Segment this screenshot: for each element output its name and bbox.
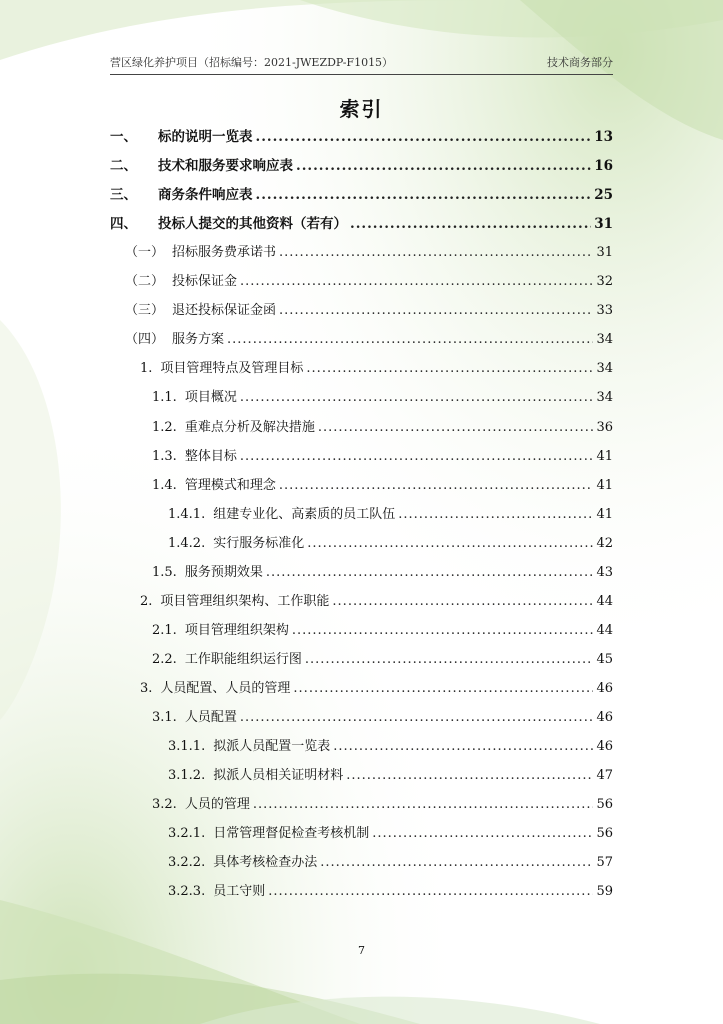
toc-entry[interactable] bbox=[110, 154, 613, 178]
toc-entry-label: 招标服务费承诺书 bbox=[172, 245, 277, 261]
toc-entry-label: 实行服务标准化 bbox=[213, 535, 305, 551]
toc-entry[interactable] bbox=[125, 299, 613, 323]
toc-entry[interactable] bbox=[125, 270, 613, 294]
toc-entry-label: 项目管理组织架构、工作职能 bbox=[160, 593, 330, 609]
toc-entry-number: 1.4.1. bbox=[168, 506, 206, 522]
toc-entry-label: 人员配置、人员的管理 bbox=[160, 680, 291, 696]
toc-entry-number: 2.1. bbox=[152, 622, 177, 638]
toc-entry-label: 服务预期效果 bbox=[184, 564, 263, 580]
toc-entry-number: 2. bbox=[140, 593, 153, 609]
toc-entry-page: 45 bbox=[596, 651, 613, 667]
page-title: 索引 bbox=[339, 97, 384, 121]
toc-entry-label: 整体目标 bbox=[184, 448, 237, 464]
toc-entry-number: 1.3. bbox=[152, 448, 177, 464]
toc-leader-dots bbox=[332, 594, 593, 609]
toc-entry-page: 46 bbox=[596, 710, 613, 725]
toc-leader-dots bbox=[240, 390, 594, 405]
toc-leader-dots bbox=[333, 739, 593, 754]
toc-entry[interactable] bbox=[152, 706, 613, 730]
toc-entry-label: 重难点分析及解决措施 bbox=[184, 419, 315, 435]
toc-entry[interactable] bbox=[140, 357, 613, 381]
toc-entry-number: 3.1. bbox=[152, 710, 177, 725]
toc-leader-dots bbox=[256, 129, 592, 145]
toc-leader-dots bbox=[350, 216, 591, 232]
toc-leader-dots bbox=[227, 332, 593, 347]
toc-entry-number: 1.4.2. bbox=[168, 535, 206, 551]
toc-leader-dots bbox=[318, 420, 594, 435]
toc-entry-label: 技术和服务要求响应表 bbox=[158, 158, 293, 175]
toc-entry-label: 管理模式和理念 bbox=[184, 477, 276, 493]
toc-entry-page: 41 bbox=[596, 506, 613, 522]
toc-entry-number: 3. bbox=[140, 680, 153, 696]
toc-entry[interactable] bbox=[168, 735, 613, 759]
toc-entry-page: 46 bbox=[596, 739, 613, 755]
toc-entry-label: 商务条件响应表 bbox=[158, 187, 253, 204]
toc-entry-page: 16 bbox=[594, 158, 613, 175]
toc-leader-dots bbox=[266, 565, 594, 580]
toc-leader-dots bbox=[279, 303, 593, 318]
toc-leader-dots bbox=[279, 245, 593, 260]
toc-entry-page: 44 bbox=[596, 593, 613, 609]
toc-leader-dots bbox=[240, 274, 593, 289]
toc-entry-page: 43 bbox=[596, 564, 613, 580]
toc-entry-number: 三、 bbox=[110, 187, 137, 204]
toc-entry-label: 工作职能组织运行图 bbox=[184, 651, 302, 667]
toc-entry-number: 1. bbox=[140, 361, 153, 377]
toc-entry-label: 组建专业化、高素质的员工队伍 bbox=[213, 506, 396, 522]
header-project-title: 营区绿化养护项目（招标编号：2021-JWEZDP-F1015） bbox=[110, 56, 394, 69]
toc-entry-number: 一、 bbox=[110, 129, 137, 145]
toc-entry[interactable] bbox=[152, 793, 613, 817]
toc-leader-dots bbox=[296, 158, 591, 174]
toc-entry-page: 33 bbox=[596, 303, 613, 319]
toc-entry-label: 退还投标保证金函 bbox=[172, 303, 277, 319]
toc-leader-dots bbox=[293, 681, 593, 696]
toc-leader-dots bbox=[305, 652, 594, 667]
toc-leader-dots bbox=[307, 536, 593, 551]
toc-entry-number: 1.4. bbox=[152, 477, 177, 493]
toc-entry-page: 42 bbox=[596, 535, 613, 551]
toc-entry-page: 41 bbox=[596, 448, 613, 464]
toc-entry-label: 投标人提交的其他资料（若有） bbox=[158, 216, 347, 233]
toc-leader-dots bbox=[320, 855, 593, 870]
toc-entry-page: 44 bbox=[596, 622, 613, 638]
toc-entry-label: 标的说明一览表 bbox=[158, 129, 253, 145]
toc-entry[interactable] bbox=[168, 851, 613, 875]
toc-entry-page: 13 bbox=[594, 129, 613, 145]
toc-entry-number: 1.5. bbox=[152, 564, 177, 580]
toc-entry[interactable] bbox=[110, 125, 613, 149]
toc-leader-dots bbox=[346, 768, 593, 783]
toc-entry-number: （二） bbox=[125, 274, 165, 290]
toc-entry-label: 服务方案 bbox=[172, 332, 225, 348]
toc-entry-label: 人员的管理 bbox=[184, 797, 250, 813]
toc-leader-dots bbox=[279, 478, 594, 493]
toc-entry-page: 34 bbox=[596, 332, 613, 348]
toc-entry[interactable] bbox=[140, 677, 613, 701]
toc-entry[interactable] bbox=[152, 416, 613, 440]
toc-entry-page: 47 bbox=[596, 768, 613, 784]
toc-entry[interactable] bbox=[152, 648, 613, 672]
toc-entry-number: 3.2. bbox=[152, 797, 177, 813]
toc-entry-number: （一） bbox=[125, 245, 165, 261]
page-number: 7 bbox=[358, 944, 365, 957]
toc-entry-number: 四、 bbox=[110, 216, 137, 233]
toc-entry-number: 3.1.1. bbox=[168, 739, 206, 755]
toc-entry[interactable] bbox=[152, 561, 613, 585]
toc-entry[interactable] bbox=[152, 445, 613, 469]
toc-entry[interactable] bbox=[168, 532, 613, 556]
toc-entry[interactable] bbox=[140, 590, 613, 614]
toc-entry-label: 投标保证金 bbox=[172, 274, 238, 290]
toc-entry-number: 3.2.1. bbox=[168, 826, 206, 842]
toc-entry-page: 59 bbox=[596, 884, 613, 900]
toc-entry-label: 员工守则 bbox=[213, 884, 266, 900]
header-section-label: 技术商务部分 bbox=[547, 56, 613, 69]
toc-entry-page: 31 bbox=[594, 216, 613, 233]
toc-entry-number: 1.2. bbox=[152, 419, 177, 435]
toc-entry-page: 56 bbox=[596, 826, 613, 842]
toc-entry-page: 25 bbox=[594, 187, 613, 204]
toc-entry-page: 41 bbox=[596, 477, 613, 493]
toc-leader-dots bbox=[253, 797, 594, 812]
toc-entry-page: 31 bbox=[596, 245, 613, 261]
toc-entry-label: 具体考核检查办法 bbox=[213, 855, 318, 871]
toc-entry-page: 34 bbox=[596, 361, 613, 377]
toc-entry-number: （四） bbox=[125, 332, 165, 348]
toc-entry-number: 3.2.3. bbox=[168, 884, 206, 900]
toc-entry-page: 46 bbox=[596, 680, 613, 696]
toc-entry-label: 人员配置 bbox=[184, 710, 237, 725]
toc-entry-label: 项目管理组织架构 bbox=[184, 622, 289, 638]
toc-leader-dots bbox=[292, 623, 594, 638]
toc-entry[interactable] bbox=[168, 822, 613, 846]
toc-entry[interactable] bbox=[110, 183, 613, 207]
toc-entry-number: 1.1. bbox=[152, 390, 177, 406]
toc-entry[interactable] bbox=[152, 474, 613, 498]
toc-entry-number: 3.2.2. bbox=[168, 855, 206, 871]
toc-entry[interactable] bbox=[152, 386, 613, 410]
toc-entry-page: 56 bbox=[596, 797, 613, 813]
toc-entry[interactable] bbox=[168, 880, 613, 904]
toc-leader-dots bbox=[240, 449, 594, 464]
toc-entry-label: 项目管理特点及管理目标 bbox=[160, 361, 304, 377]
toc-entry[interactable] bbox=[110, 212, 613, 236]
toc-entry-label: 拟派人员相关证明材料 bbox=[213, 768, 344, 784]
toc-entry[interactable] bbox=[125, 328, 613, 352]
toc-entry-page: 34 bbox=[596, 390, 613, 406]
toc-leader-dots bbox=[268, 884, 593, 899]
toc-leader-dots bbox=[256, 187, 592, 203]
toc-entry-page: 32 bbox=[596, 274, 613, 290]
toc-entry-number: 二、 bbox=[110, 158, 137, 175]
toc-entry-number: 3.1.2. bbox=[168, 768, 206, 784]
toc-entry-number: 2.2. bbox=[152, 651, 177, 667]
toc-entry-page: 57 bbox=[596, 855, 613, 871]
toc-entry[interactable] bbox=[168, 503, 613, 527]
toc-entry-label: 项目概况 bbox=[184, 390, 237, 406]
toc-entry-number: （三） bbox=[125, 303, 165, 319]
toc-leader-dots bbox=[398, 507, 593, 522]
page-header bbox=[110, 50, 613, 75]
toc-leader-dots bbox=[372, 826, 593, 841]
toc-entry[interactable] bbox=[125, 241, 613, 265]
toc-entry[interactable] bbox=[152, 619, 613, 643]
toc-entry-page: 36 bbox=[596, 419, 613, 435]
toc-leader-dots bbox=[306, 361, 593, 376]
toc-leader-dots bbox=[240, 710, 594, 725]
toc-entry-label: 日常管理督促检查考核机制 bbox=[213, 826, 370, 842]
toc-entry[interactable] bbox=[168, 764, 613, 788]
toc-entry-label: 拟派人员配置一览表 bbox=[213, 739, 331, 755]
